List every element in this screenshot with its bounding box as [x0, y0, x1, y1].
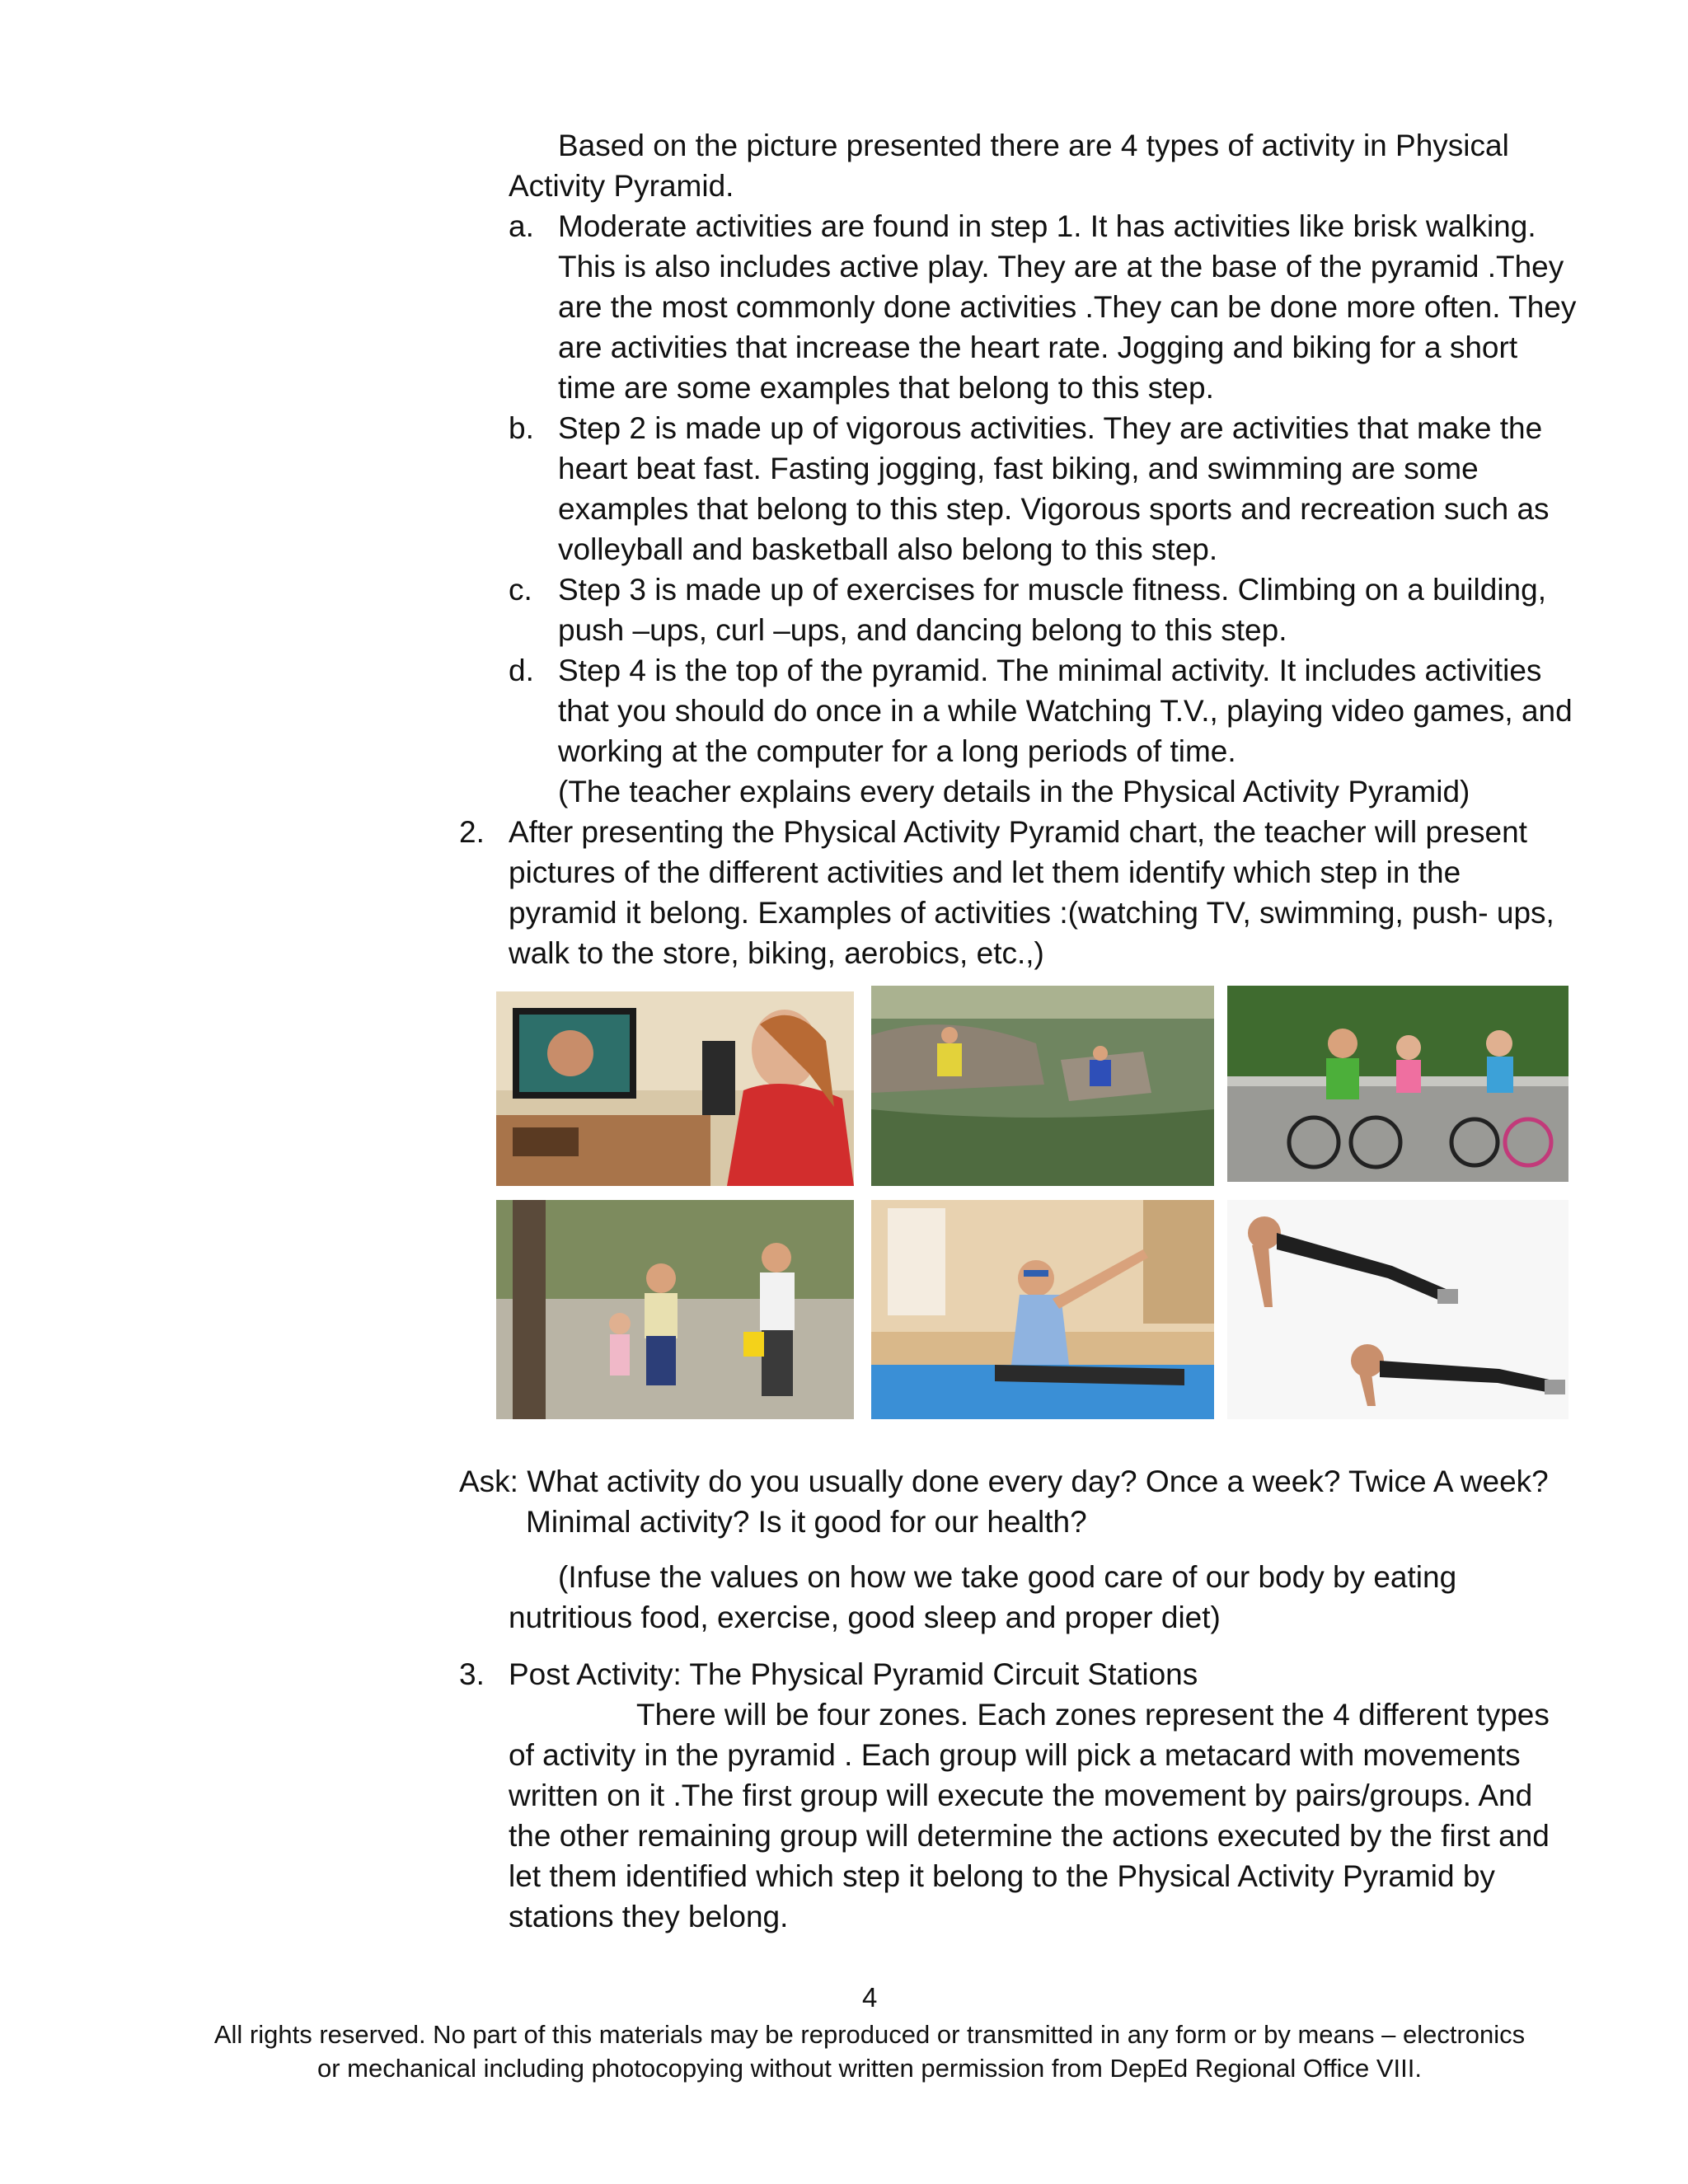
aerobics-stretching-photo: [871, 1200, 1214, 1419]
item3-line-5: let them identified which step it belong to the Physical Activity Pyramid by: [509, 1859, 1495, 1893]
step-c-line-2: push –ups, curl –ups, and dancing belong to this step.: [558, 613, 1287, 647]
step-a-line-4: are activities that increase the heart rate. Jogging and biking for a short: [558, 330, 1518, 364]
item3-title: Post Activity: The Physical Pyramid Circuit Stations: [509, 1657, 1198, 1691]
biking-photo: [1227, 986, 1568, 1182]
step-b-line-1: Step 2 is made up of vigorous activities. They are activities that make the: [558, 411, 1543, 445]
list-marker-d: d.: [509, 654, 534, 687]
ask-line-1: Ask: What activity do you usually done every day? Once a week? Twice A week?: [459, 1465, 1549, 1498]
swimming-photo: [871, 986, 1214, 1186]
list-marker-3: 3.: [459, 1657, 485, 1691]
watching-tv-photo: [496, 991, 854, 1186]
step-b-line-3: examples that belong to this step. Vigorous sports and recreation such as: [558, 492, 1550, 526]
item3-line-4: the other remaining group will determine the actions executed by the first and: [509, 1819, 1550, 1853]
item2-line-3: pyramid it belong. Examples of activities :(watching TV, swimming, push- ups,: [509, 896, 1554, 930]
intro-line-2: Activity Pyramid.: [509, 169, 734, 203]
teacher-note: (The teacher explains every details in the Physical Activity Pyramid): [558, 775, 1470, 808]
footer-line-2: or mechanical including photocopying without written permission from DepEd Regional Office VIII.: [317, 2054, 1422, 2083]
walking-to-store-photo: [496, 1200, 854, 1419]
item2-line-2: pictures of the different activities and let them identify which step in the: [509, 855, 1461, 889]
step-c-line-1: Step 3 is made up of exercises for muscle fitness. Climbing on a building,: [558, 573, 1546, 607]
step-d-line-2: that you should do once in a while Watching T.V., playing video games, and: [558, 694, 1573, 728]
step-a-line-5: time are some examples that belong to this step.: [558, 371, 1214, 405]
item2-line-4: walk to the store, biking, aerobics, etc.,): [509, 936, 1044, 970]
intro-line-1: Based on the picture presented there are 4 types of activity in Physical: [558, 129, 1509, 162]
list-marker-b: b.: [509, 411, 534, 445]
list-marker-c: c.: [509, 573, 532, 607]
step-b-line-4: volleyball and basketball also belong to this step.: [558, 532, 1218, 566]
step-a-line-2: This is also includes active play. They are at the base of the pyramid .They: [558, 250, 1564, 284]
list-marker-2: 2.: [459, 815, 485, 849]
step-a-line-3: are the most commonly done activities .They can be done more often. They: [558, 290, 1577, 324]
footer-line-1: All rights reserved. No part of this materials may be reproduced or transmitted in any form or by means – electronics: [213, 2020, 1526, 2049]
ask-line-2: Minimal activity? Is it good for our health?: [526, 1505, 1087, 1539]
infuse-line-1: (Infuse the values on how we take good care of our body by eating: [558, 1560, 1457, 1594]
item2-line-1: After presenting the Physical Activity Pyramid chart, the teacher will present: [509, 815, 1527, 849]
step-d-line-3: working at the computer for a long periods of time.: [558, 734, 1236, 768]
step-a-line-1: Moderate activities are found in step 1. It has activities like brisk walking.: [558, 209, 1536, 243]
infuse-line-2: nutritious food, exercise, good sleep and proper diet): [509, 1601, 1221, 1634]
list-marker-a: a.: [509, 209, 534, 243]
push-ups-photo: [1227, 1200, 1568, 1419]
page-number: 4: [862, 1982, 878, 2013]
step-d-line-1: Step 4 is the top of the pyramid. The minimal activity. It includes activities: [558, 654, 1542, 687]
step-b-line-2: heart beat fast. Fasting jogging, fast biking, and swimming are some: [558, 452, 1479, 485]
item3-line-2: of activity in the pyramid . Each group will pick a metacard with movements: [509, 1738, 1521, 1772]
item3-line-1: There will be four zones. Each zones represent the 4 different types: [636, 1698, 1550, 1732]
item3-line-3: written on it .The first group will execute the movement by pairs/groups. And: [509, 1779, 1533, 1812]
item3-line-6: stations they belong.: [509, 1900, 789, 1933]
